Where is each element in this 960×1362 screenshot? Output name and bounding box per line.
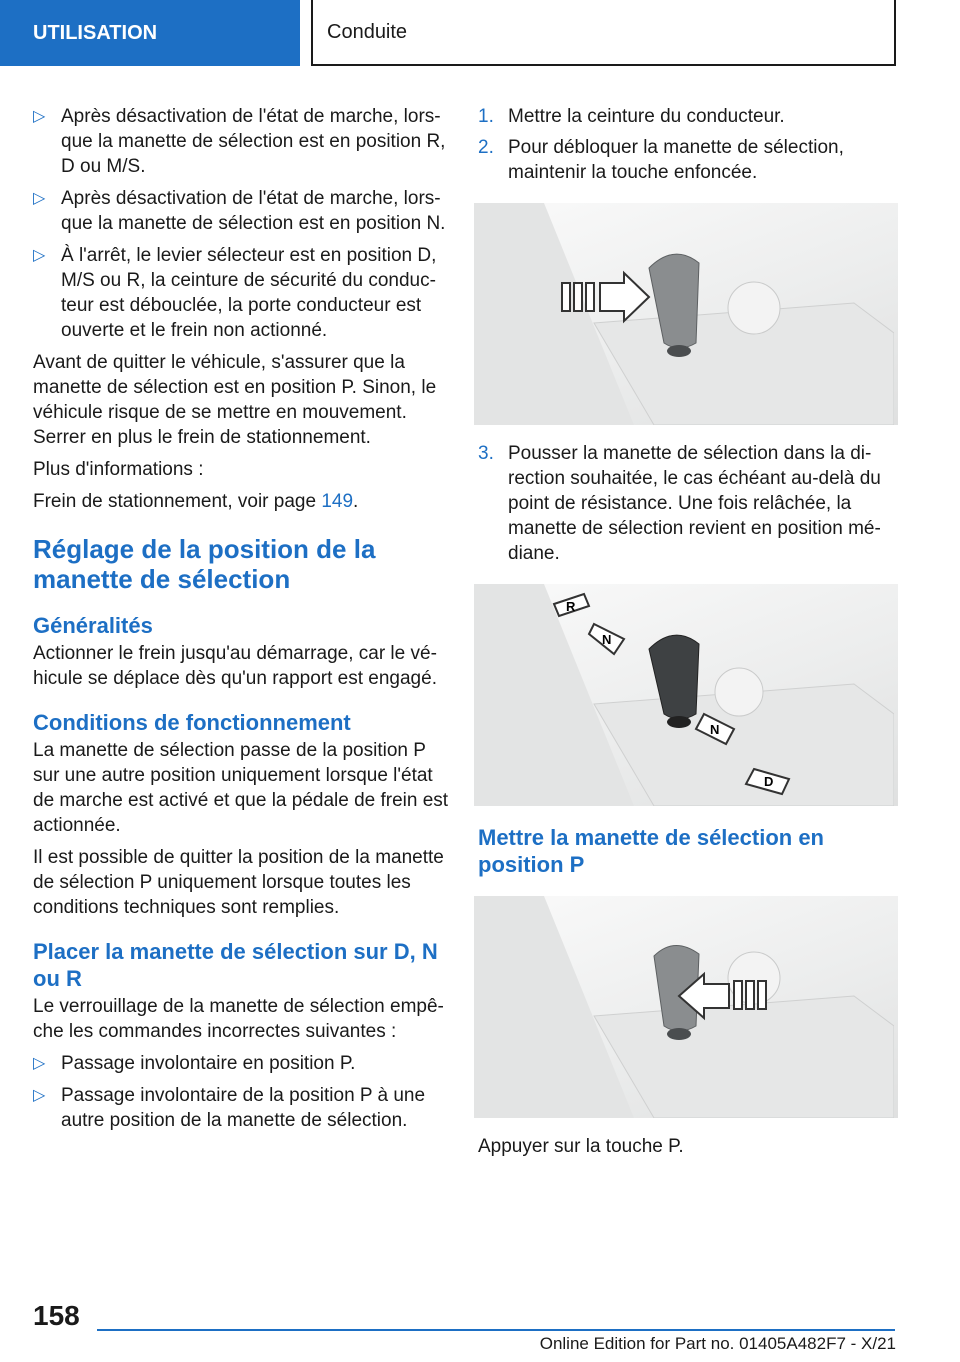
list-item: ▷ Après désactivation de l'état de marche, lorsque la manette de sélection est en position R, D ou M/S. (33, 106, 446, 177)
direction-label-n-up: N (602, 632, 612, 647)
page-number: 158 (33, 1300, 80, 1331)
step-item: 1. Mettre la ceinture du conducteur. (478, 106, 785, 127)
list-item: ▷ Passage involontaire de la position P à une autre position de la manette de sélection. (33, 1085, 426, 1131)
left-column (33, 104, 453, 1140)
warning-paragraph: Avant de quitter le véhicule, s'assurer que la manette de sélection est en position P. Sinon, le véhicule risque de se mettre en mouvement. Serrer en plus le frein de stationnement. (33, 352, 437, 448)
right-column (478, 104, 898, 1166)
general-paragraph: Actionner le frein jusqu'au démarrage, car le véhicule se déplace dès qu'un rapport est engagé. (33, 643, 437, 689)
direction-label-n-down: N (710, 722, 720, 737)
cross-reference: Frein de stationnement, voir page 149. (33, 491, 359, 512)
section-label: UTILISATION (33, 21, 158, 44)
edition-footer: Online Edition for Part no. 01405A482F7 - X/21 (539, 1334, 896, 1353)
more-info-label: Plus d'informations : (33, 459, 204, 480)
subsection-heading-park: Mettre la manette de sélection en position P (478, 825, 824, 877)
direction-label-d: D (764, 774, 774, 789)
footer-divider (97, 1329, 895, 1331)
list-item: ▷ À l'arrêt, le levier sélecteur est en position D, M/S ou R, la ceinture de sécurité du conducteur est débouclée, la porte conducteur est ouverte et le frein non actionné. (33, 245, 437, 341)
conditions-paragraph-1: La manette de sélection passe de la position P sur une autre position uniquement lorsque l'état de marche est activé et que la pédale de frein est actionnée. (33, 740, 449, 836)
section-heading: Réglage de la position de la manette de sélection (33, 534, 376, 594)
chapter-header (311, 0, 896, 66)
section-tab[interactable] (0, 0, 300, 66)
conditions-paragraph-2: Il est possible de quitter la position de la manette de sélection P uniquement lorsque toutes les conditions techniques sont remplies. (33, 847, 444, 918)
page-link[interactable]: 149 (321, 491, 354, 512)
triangle-bullet-icon: ▷ (33, 108, 46, 125)
place-paragraph: Le verrouillage de la manette de sélection empêche les commandes incorrectes suivantes : (33, 996, 444, 1042)
direction-label-r: R (566, 599, 576, 614)
step-item: 3. Pousser la manette de sélection dans la direction souhaitée, le cas échéant au-delà du point de résistance. Une fois relâchée, la manette de sélection revient en position médiane. (478, 443, 881, 564)
subsection-heading-place: Placer la manette de sélection sur D, N ou R (33, 939, 438, 991)
step-item: 2. Pour débloquer la manette de sélection, maintenir la touche enfoncée. (478, 137, 844, 183)
triangle-bullet-icon: ▷ (33, 1055, 46, 1072)
triangle-bullet-icon: ▷ (33, 190, 46, 207)
gear-selector-unlock-illustration (474, 203, 898, 425)
list-item: ▷ Passage involontaire en position P. (33, 1053, 356, 1074)
gear-selector-park-illustration (474, 896, 898, 1118)
triangle-bullet-icon: ▷ (33, 1087, 46, 1104)
chapter-label: Conduite (327, 20, 408, 43)
triangle-bullet-icon: ▷ (33, 247, 46, 264)
subsection-heading-general: Généralités (33, 613, 153, 638)
list-item: ▷ Après désactivation de l'état de marche, lorsque la manette de sélection est en position N. (33, 188, 446, 234)
gear-selector-directions-illustration (474, 584, 898, 806)
subsection-heading-conditions: Conditions de fonctionnement (33, 710, 351, 735)
park-paragraph: Appuyer sur la touche P. (478, 1136, 684, 1157)
